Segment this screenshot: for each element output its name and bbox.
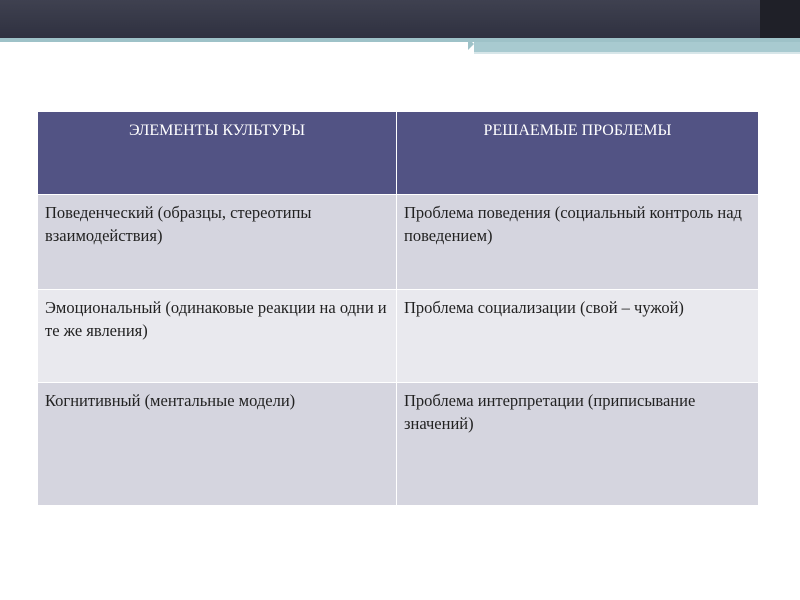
table-cell: Поведенческий (образцы, стереотипы взаимодействия) <box>38 195 397 290</box>
culture-table <box>37 111 758 506</box>
table-cell: Проблема социализации (свой – чужой) <box>397 290 759 383</box>
table-row <box>38 290 759 383</box>
table-cell: Эмоциональный (одинаковые реакции на одни и те же явления) <box>38 290 397 383</box>
accent-block <box>474 42 800 52</box>
table-cell: Когнитивный (ментальные модели) <box>38 383 397 506</box>
table-cell: Проблема интерпретации (приписывание значений) <box>397 383 759 506</box>
column-header-elements: ЭЛЕМЕНТЫ КУЛЬТУРЫ <box>38 112 397 195</box>
column-header-problems: РЕШАЕМЫЕ ПРОБЛЕМЫ <box>397 112 759 195</box>
table-row <box>38 383 759 506</box>
top-bar-corner <box>760 0 800 38</box>
accent-strip <box>474 52 800 54</box>
table-cell: Проблема поведения (социальный контроль над поведением) <box>397 195 759 290</box>
top-decorative-bar <box>0 0 800 38</box>
table-row <box>38 195 759 290</box>
table-header-row <box>38 112 759 195</box>
table <box>37 111 759 506</box>
